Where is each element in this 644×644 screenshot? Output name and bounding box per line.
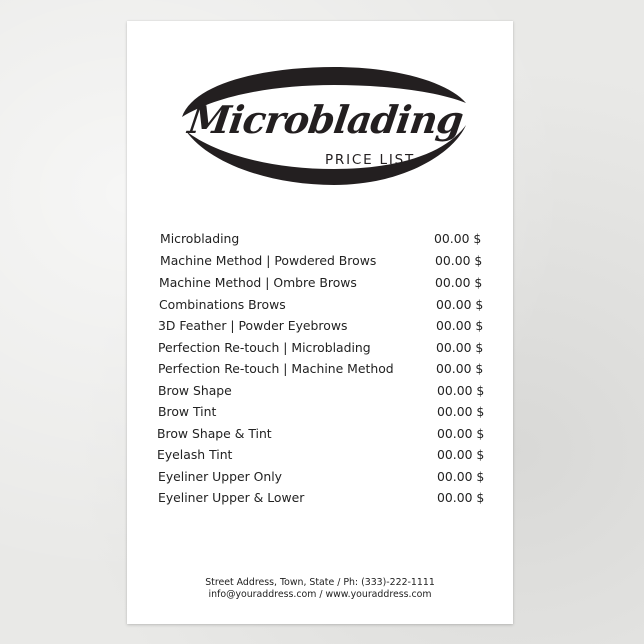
- contact-footer: [127, 577, 513, 601]
- service-price: 00.00 $: [434, 231, 482, 246]
- service-name: Eyelash Tint: [157, 447, 233, 462]
- service-name: Brow Shape & Tint: [157, 426, 272, 441]
- service-name: Brow Tint: [158, 404, 217, 419]
- service-price: 00.00 $: [437, 426, 485, 441]
- service-price: 00.00 $: [437, 447, 485, 462]
- service-price: 00.00 $: [437, 469, 485, 484]
- service-name: Machine Method | Powdered Brows: [160, 253, 377, 268]
- service-name: 3D Feather | Powder Eyebrows: [158, 318, 348, 333]
- service-price: 00.00 $: [436, 340, 484, 355]
- service-name: Eyeliner Upper & Lower: [158, 490, 305, 505]
- service-price: 00.00 $: [435, 253, 483, 268]
- logo-subtitle: PRICE LIST: [324, 152, 416, 168]
- service-price: 00.00 $: [437, 383, 485, 398]
- service-price: 00.00 $: [436, 297, 484, 312]
- address-line: Street Address, Town, State / Ph: (333)-222-1111: [205, 577, 435, 588]
- price-list-flyer: [127, 21, 513, 624]
- service-price: 00.00 $: [436, 318, 484, 333]
- contact-line: info@youraddress.com / www.youraddress.com: [208, 589, 432, 600]
- logo-script-word: Microblading: [185, 98, 466, 143]
- service-name: Brow Shape: [158, 383, 232, 398]
- service-price: 00.00 $: [437, 490, 485, 505]
- service-name: Machine Method | Ombre Brows: [159, 275, 357, 290]
- service-name: Eyeliner Upper Only: [158, 469, 283, 484]
- service-name: Microblading: [160, 231, 240, 246]
- microblading-logo: [174, 45, 474, 195]
- service-price: 00.00 $: [435, 275, 483, 290]
- service-price: 00.00 $: [437, 404, 485, 419]
- service-name: Combinations Brows: [159, 297, 286, 312]
- service-name: Perfection Re-touch | Microblading: [158, 340, 371, 355]
- service-price: 00.00 $: [436, 361, 484, 376]
- service-name: Perfection Re-touch | Machine Method: [158, 361, 394, 376]
